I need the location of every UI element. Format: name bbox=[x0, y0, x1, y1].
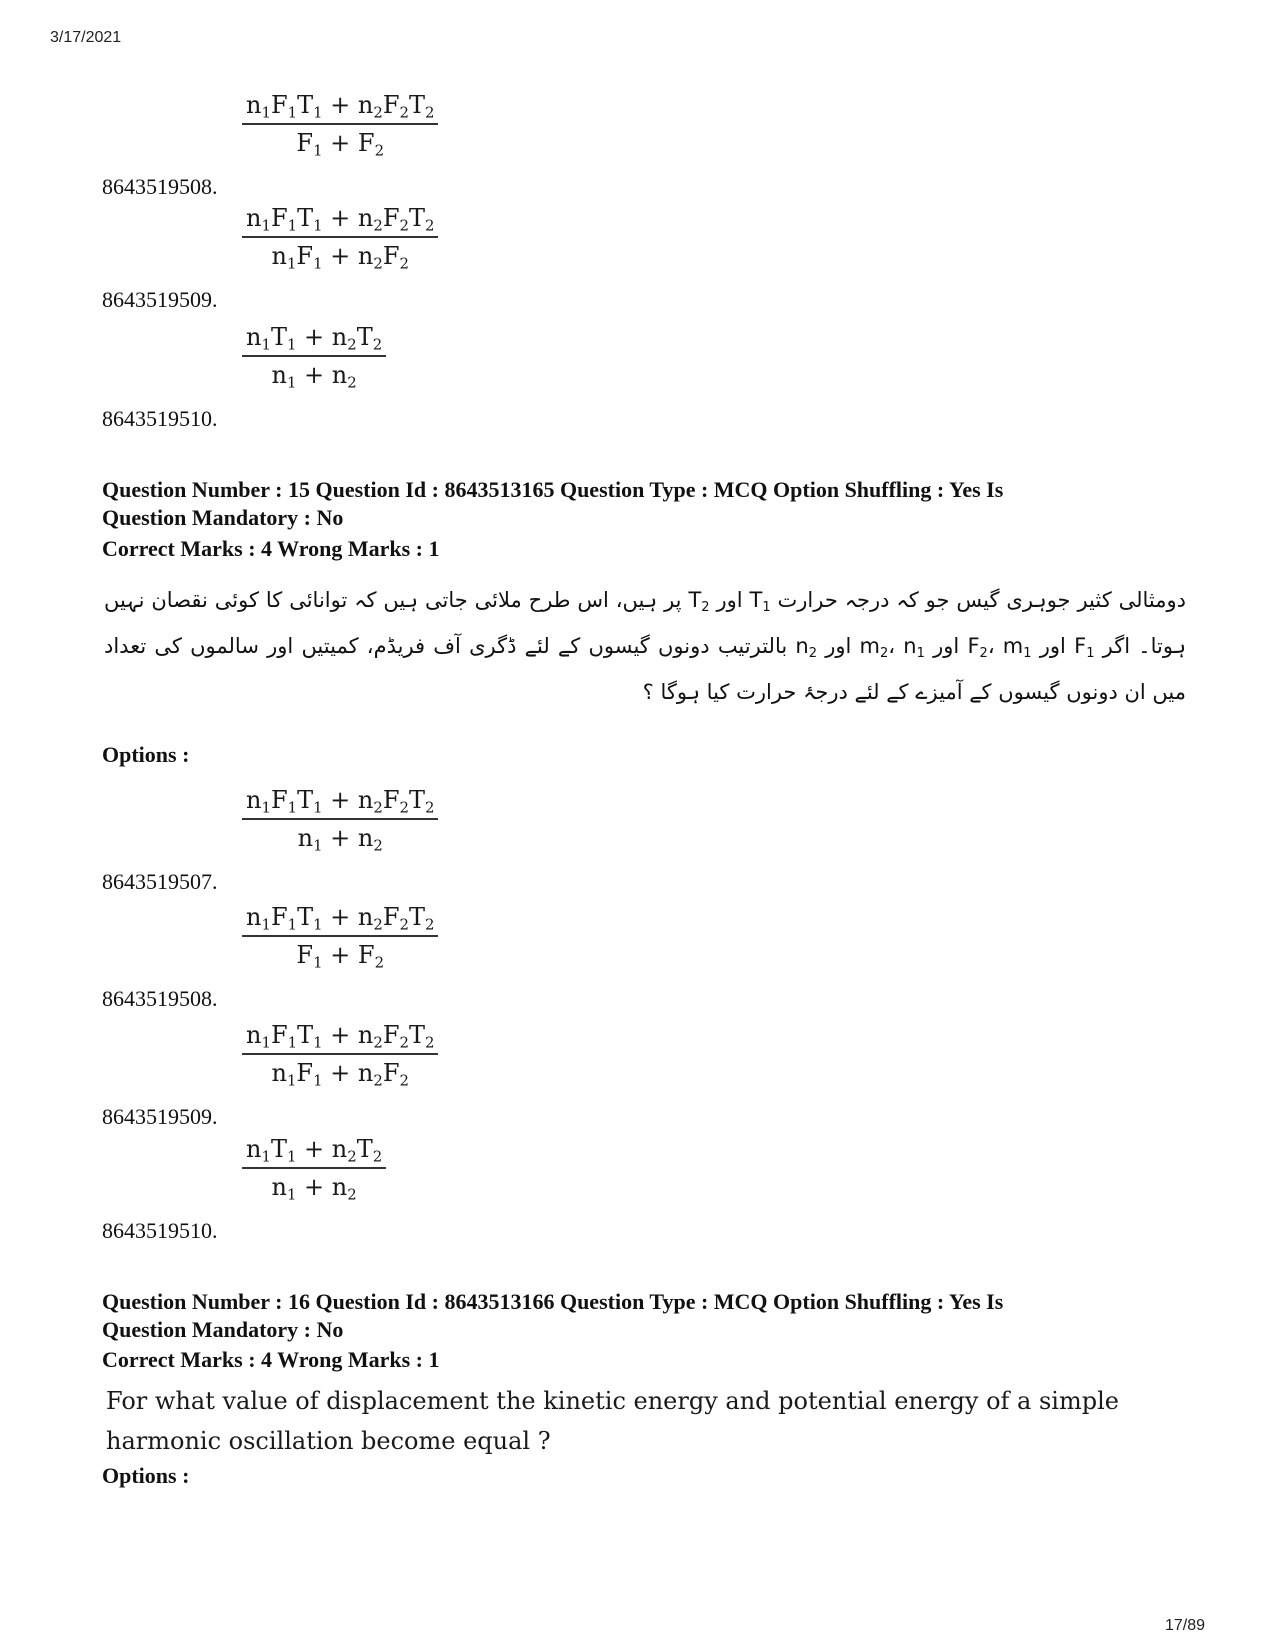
option-formula bbox=[242, 90, 438, 158]
option-id: 8643519508. bbox=[102, 174, 218, 199]
option-id: 8643519510. bbox=[102, 406, 218, 431]
option-id: 8643519509. bbox=[102, 287, 218, 312]
formula-numerator: $n_1T_1 + n_2T_2$ bbox=[246, 1135, 383, 1166]
formula-denominator: $n_1 + n_2$ bbox=[297, 824, 383, 855]
q16-options-label: Options : bbox=[102, 1463, 190, 1488]
formula-numerator: $n_1F_1T_1 + n_2F_2T_2$ bbox=[246, 204, 435, 235]
q16-question-text: For what value of displacement the kinetic energy and potential energy of a simple harmonic oscillation become equal ? bbox=[106, 1387, 1119, 1455]
q15-header-line2: Question Mandatory : No bbox=[102, 505, 344, 530]
formula-denominator: $F_1 + F_2$ bbox=[296, 941, 385, 972]
q16-header-line1: Question Number : 16 Question Id : 8643513166 Question Type : MCQ Option Shuffling : Yes Is bbox=[102, 1289, 1004, 1314]
q15-option-4 bbox=[102, 1134, 602, 1244]
option-top-2 bbox=[102, 203, 602, 313]
option-formula bbox=[242, 902, 438, 970]
option-formula bbox=[242, 203, 438, 271]
formula-denominator: $F_1 + F_2$ bbox=[296, 129, 385, 160]
option-formula bbox=[242, 322, 386, 390]
option-id: 8643519508. bbox=[102, 986, 218, 1011]
option-top-3 bbox=[102, 322, 602, 432]
q15-options-label: Options : bbox=[102, 742, 190, 767]
option-formula bbox=[242, 1020, 438, 1088]
option-formula bbox=[242, 1134, 386, 1202]
option-formula bbox=[242, 785, 438, 853]
q15-option-3 bbox=[102, 1020, 602, 1130]
option-top-1 bbox=[102, 90, 602, 200]
formula-denominator: $n_1F_1 + n_2F_2$ bbox=[271, 242, 409, 273]
q15-marks: Correct Marks : 4 Wrong Marks : 1 bbox=[102, 536, 440, 561]
formula-numerator: $n_1F_1T_1 + n_2F_2T_2$ bbox=[246, 91, 435, 122]
q16-header-line2: Question Mandatory : No bbox=[102, 1317, 344, 1342]
print-date: 3/17/2021 bbox=[50, 29, 122, 46]
formula-denominator: $n_1 + n_2$ bbox=[271, 361, 357, 392]
page-number: 17/89 bbox=[1164, 1617, 1205, 1634]
q15-header-line1: Question Number : 15 Question Id : 8643513165 Question Type : MCQ Option Shuffling : Yes Is bbox=[102, 477, 1004, 502]
q16-marks: Correct Marks : 4 Wrong Marks : 1 bbox=[102, 1347, 440, 1372]
formula-denominator: $n_1 + n_2$ bbox=[271, 1173, 357, 1204]
q15-option-1 bbox=[102, 785, 602, 895]
formula-numerator: $n_1F_1T_1 + n_2F_2T_2$ bbox=[246, 786, 435, 817]
formula-denominator: $n_1F_1 + n_2F_2$ bbox=[271, 1059, 409, 1090]
q16-header bbox=[102, 1288, 1182, 1344]
option-id: 8643519510. bbox=[102, 1218, 218, 1243]
formula-numerator: $n_1T_1 + n_2T_2$ bbox=[246, 323, 383, 354]
formula-numerator: $n_1F_1T_1 + n_2F_2T_2$ bbox=[246, 903, 435, 934]
q15-option-2 bbox=[102, 902, 602, 1012]
q15-question-text: دومثالی کثیر جوہری گیس جو کہ درجہ حرارت $T_1$ اور $T_2$ پر ہیں، اس طرح ملائی جاتی ہیں کہ توانائی کا کوئی نقصان نہیں ہوتا۔ اگر $F_1$ اور $F_2،$ $m_1$ اور $m_2،$ $n_1$ اور $n_2$ بالترتیب دونوں گیسوں کے لئے ڈگری آف فریڈم، کمیتیں اور سالموں کی تعداد میں ان دونوں گیسوں کے آمیزے کے لئے درجۂ حرارت کیا ہوگا ؟ bbox=[104, 588, 1187, 704]
option-id: 8643519509. bbox=[102, 1104, 218, 1129]
option-id: 8643519507. bbox=[102, 869, 218, 894]
q15-header bbox=[102, 476, 1182, 532]
formula-numerator: $n_1F_1T_1 + n_2F_2T_2$ bbox=[246, 1021, 435, 1052]
